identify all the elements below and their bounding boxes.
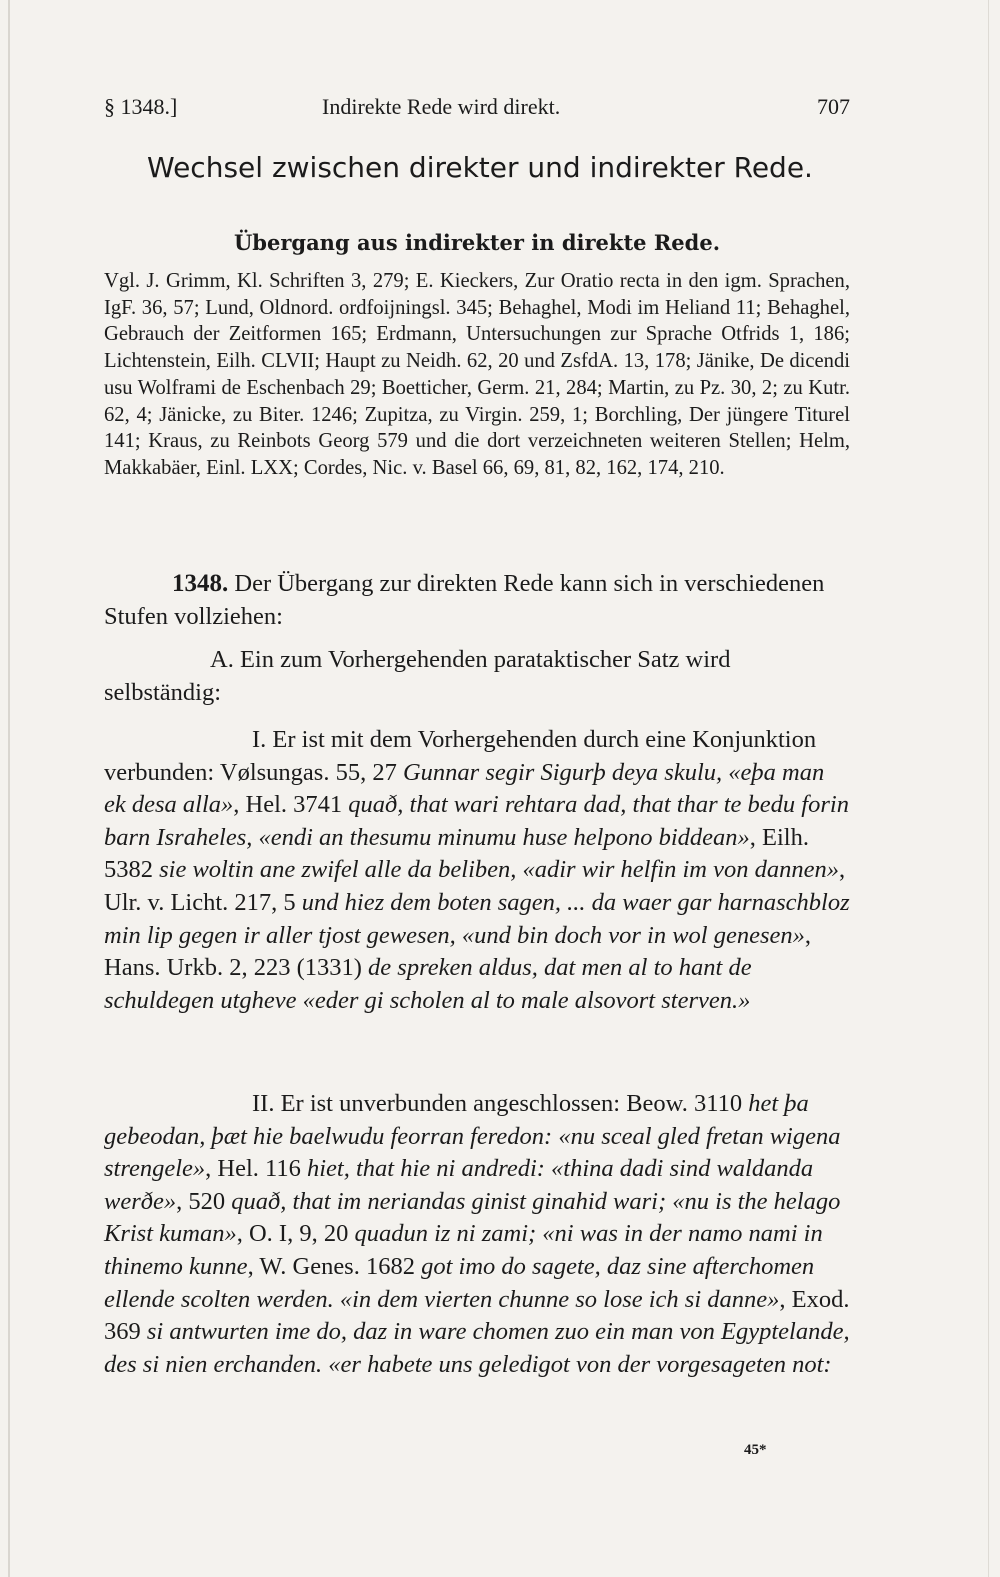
text-run: I. Er ist mit dem Vorhergehenden durch eine Konjunktion verbunden: Vølsungas. 55, 27 <box>104 726 817 786</box>
chapter-title: Wechsel zwischen direkter und indirekter Rede. <box>147 151 813 184</box>
quote-run: quadun iz ni zami; «ni was in der namo nami in thinemo kunne <box>104 1220 823 1280</box>
quote-run: Gunnar segir Sigurþ deya skulu, «eþa man ek desa alla» <box>104 758 825 819</box>
text-run: , 520 <box>176 1187 232 1215</box>
header-running-title: Indirekte Rede wird direkt. <box>322 94 561 119</box>
quote-run: sie woltin ane zwifel alle da beliben, «adir wir helfin im von dannen» <box>159 856 839 884</box>
section-subtitle: Übergang aus indirekter in direkte Rede. <box>233 230 721 255</box>
running-header <box>104 94 850 124</box>
quote-run: si antwurten ime do, daz in ware chomen zuo ein man von Egyptelande, des si nien erchanden. «er habete uns geledigot von der vorgesageten not: <box>104 1318 850 1378</box>
text-run: , Hans. Urkb. 2, 223 (1331) <box>104 921 812 982</box>
text-run: , O. I, 9, 20 <box>236 1220 355 1248</box>
text-run: , Hel. 3741 <box>233 791 349 819</box>
text-run: , Exod. 369 <box>104 1285 850 1346</box>
bibliography-references: Vgl. J. Grimm, Kl. Schriften 3, 279; E. Kieckers, Zur Oratio recta in den igm. Sprachen, IgF. 36, 57; Lund, Oldnord. ordfoijningsl. 345; Behaghel, Modi im Heliand 11; Behaghel, Gebrauch der Zeitformen 165; Erdmann, Untersuchungen zur Sprache Otfrids 1, 186; Lichtenstein, Eilh. CLVII; Haupt zu Neidh. 62, 20 und ZsfdA. 13, 178; Jänike, De dicendi usu Wolframi de Eschenbach 29; Boetticher, Germ. 21, 284; Martin, zu Pz. 30, 2; zu Kutr. 62, 4; Jänicke, zu Biter. 1246; Zupitza, zu Virgin. 259, 1; Borchling, Der jüngere Titurel 141; Kraus, zu Reinbots Georg 579 und die dort verzeichneten weiteren Stellen; Helm, Makkabäer, Einl. LXX; Cordes, Nic. v. Basel 66, 69, 81, 82, 162, 174, 210. <box>104 270 850 479</box>
header-page-number: 707 <box>817 94 850 119</box>
header-section: § 1348.] <box>104 94 178 119</box>
text-run: , Ulr. v. Licht. 217, 5 <box>104 856 846 916</box>
paragraph-1348 <box>104 568 850 633</box>
quote-run: got imo do sagete, daz sine afterchomen ellende scolten werden. «in dem vierten chunne so lose ich si danne» <box>104 1252 815 1313</box>
paragraph-II <box>104 1088 850 1381</box>
quote-run: und hiez dem boten sagen, ... da waer gar harnaschbloz min lip gegen ir aller tjost gewesen, «und bin doch vor in wol genesen» <box>104 888 850 949</box>
signature-mark: 45* <box>744 1442 767 1458</box>
quote-run: quað, that im neriandas ginist ginahid wari; «nu is the helago Krist kuman» <box>104 1187 841 1248</box>
paragraph-A: A. Ein zum Vorhergehenden parataktischer Satz wird selbständig: <box>104 646 731 706</box>
quote-run: quað, that wari rehtara dad, that thar te bedu forin barn Israheles, «endi an thesumu minumu huse helpono biddean» <box>104 791 849 851</box>
paragraph-I <box>104 724 850 1017</box>
quote-run: hiet, that hie ni andredi: «thina dadi sind waldanda werðe» <box>104 1155 814 1215</box>
paragraph-text: Der Übergang zur direkten Rede kann sich in verschiedenen Stufen vollziehen: <box>104 570 825 630</box>
text-run: , Hel. 116 <box>205 1155 307 1183</box>
paragraph-number: 1348. <box>172 570 229 597</box>
page-edge-shadow <box>8 0 10 1577</box>
text-run: , Eilh. 5382 <box>104 823 809 884</box>
quote-run: het þa gebeodan, þæt hie baelwudu feorran feredon: «nu sceal gled fretan wigena strengele» <box>104 1090 841 1183</box>
page-fold-line <box>988 0 989 1577</box>
text-run: II. Er ist unverbunden angeschlossen: Beow. 3110 <box>252 1090 749 1117</box>
quote-run: de spreken aldus, dat men al to hant de schuldegen utgheve «eder gi scholen al to male alsovort sterven.» <box>104 954 752 1014</box>
text-run: , W. Genes. 1682 <box>247 1252 422 1280</box>
